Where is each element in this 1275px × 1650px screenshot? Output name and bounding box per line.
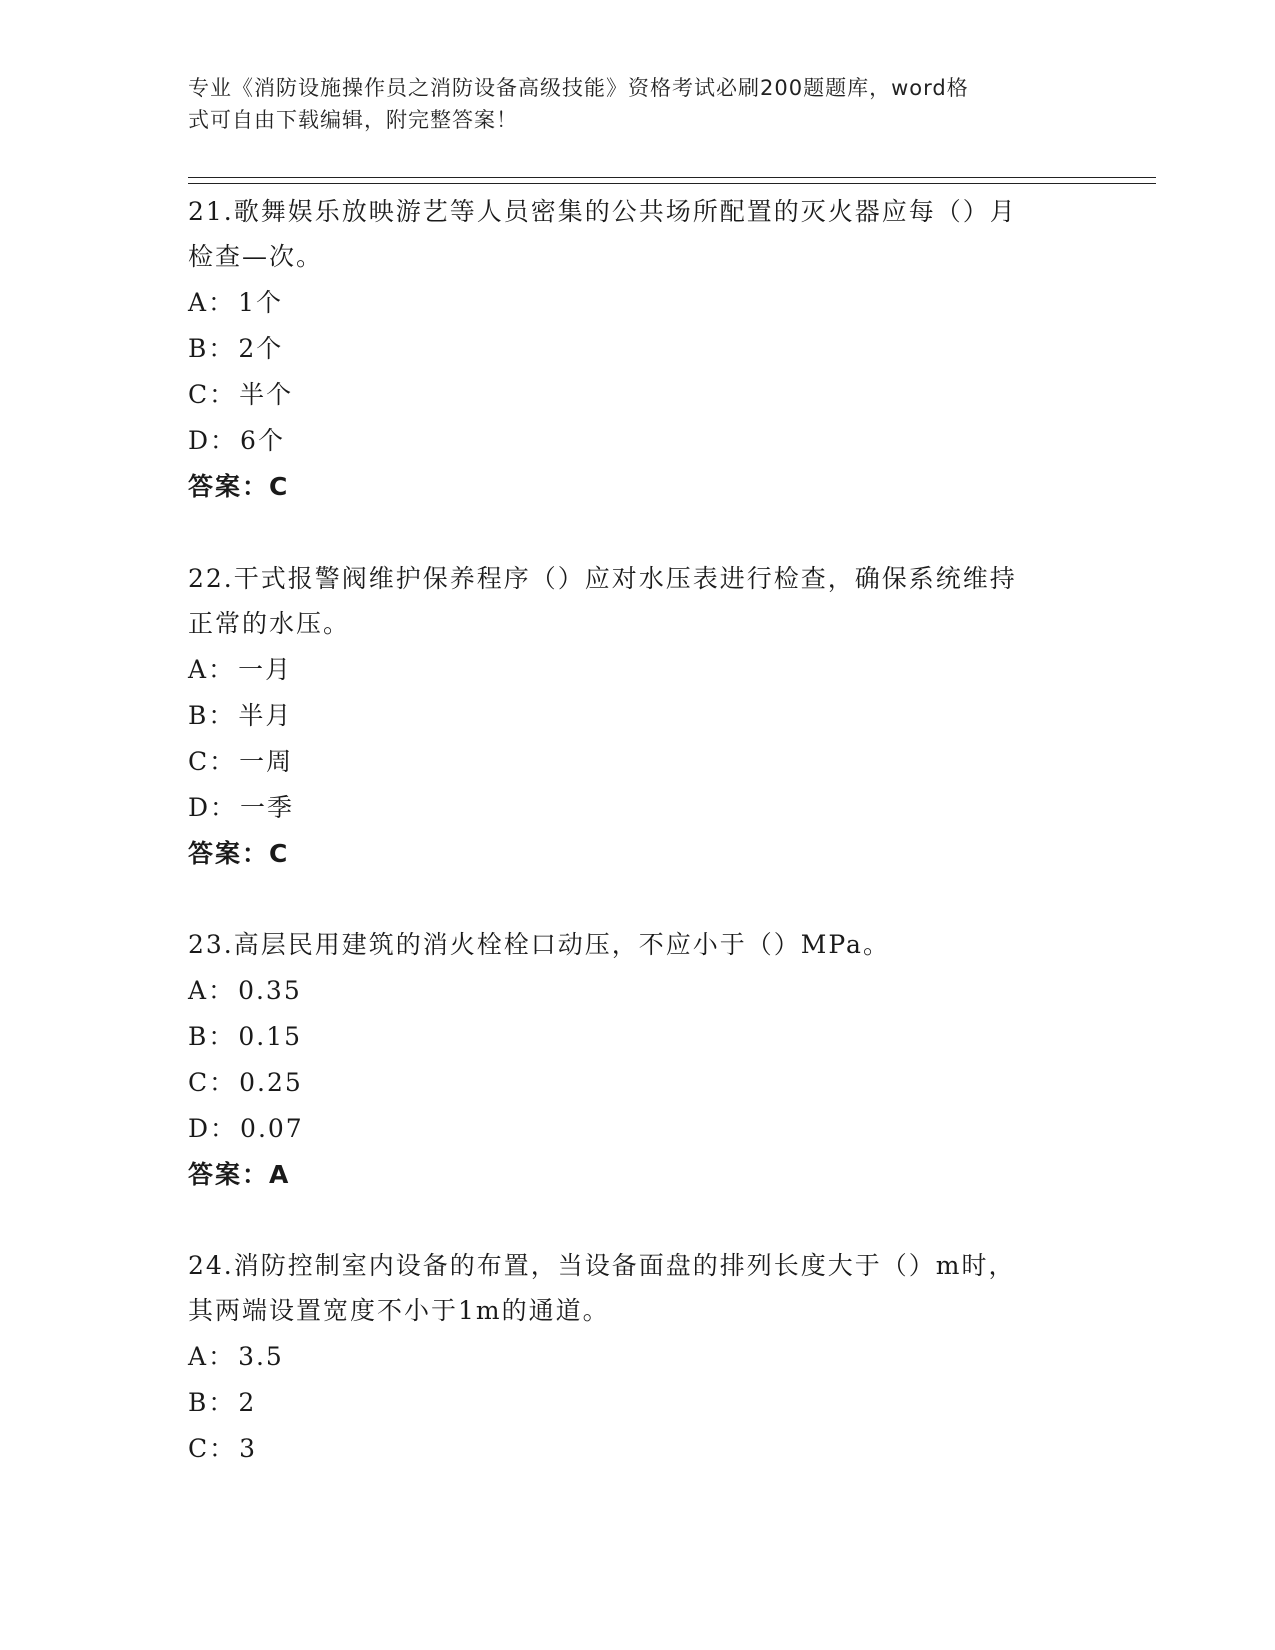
option-value: 3 xyxy=(239,1434,258,1463)
question-text-line: 24.消防控制室内设备的布置，当设备面盘的排列长度大于（）m时， xyxy=(188,1251,1016,1280)
document-header xyxy=(188,72,1068,136)
option-letter: A xyxy=(188,1342,209,1371)
option-a xyxy=(188,1334,1078,1380)
option-letter: A xyxy=(188,976,209,1005)
option-letter: B xyxy=(188,1388,209,1417)
question-text-line: 正常的水压。 xyxy=(188,609,351,638)
question-text xyxy=(188,189,1078,279)
question-text-line: 23.高层民用建筑的消火栓栓口动压，不应小于（）MPa。 xyxy=(188,930,890,959)
option-letter: A xyxy=(188,288,209,317)
option-separator: ： xyxy=(209,1068,237,1097)
header-line-2: 式可自由下载编辑，附完整答案！ xyxy=(188,108,518,132)
header-divider-bottom xyxy=(188,183,1156,184)
option-d xyxy=(188,418,1078,464)
option-c xyxy=(188,1426,1078,1472)
option-b xyxy=(188,693,1078,739)
option-letter: D xyxy=(188,426,211,455)
question-text-line: 21.歌舞娱乐放映游艺等人员密集的公共场所配置的灭火器应每（）月 xyxy=(188,197,1017,226)
option-letter: C xyxy=(188,1068,210,1097)
option-value: 1个 xyxy=(238,288,283,317)
question-text xyxy=(188,922,1078,967)
option-separator: ： xyxy=(210,426,238,455)
option-b xyxy=(188,326,1078,372)
question-text-line: 22.干式报警阀维护保养程序（）应对水压表进行检查，确保系统维持 xyxy=(188,564,1017,593)
option-d xyxy=(188,1106,1078,1152)
option-value: 半个 xyxy=(239,380,294,409)
option-d xyxy=(188,785,1078,831)
question-text xyxy=(188,1243,1078,1333)
option-separator: ： xyxy=(208,1388,236,1417)
option-value: 0.25 xyxy=(239,1068,303,1097)
option-letter: D xyxy=(188,793,211,822)
question-text-line: 其两端设置宽度不小于1m的通道。 xyxy=(188,1296,610,1325)
option-letter: B xyxy=(188,1022,209,1051)
option-separator: ： xyxy=(209,1434,237,1463)
option-separator: ： xyxy=(210,793,238,822)
option-value: 3.5 xyxy=(238,1342,284,1371)
option-value: 2 xyxy=(238,1388,257,1417)
option-c xyxy=(188,372,1078,418)
option-separator: ： xyxy=(208,976,236,1005)
question-23 xyxy=(188,922,1078,1198)
option-a xyxy=(188,968,1078,1014)
option-b xyxy=(188,1380,1078,1426)
option-separator: ： xyxy=(208,701,236,730)
question-24 xyxy=(188,1243,1078,1472)
option-c xyxy=(188,739,1078,785)
option-separator: ： xyxy=(208,334,236,363)
option-value: 0.15 xyxy=(238,1022,303,1051)
option-c xyxy=(188,1060,1078,1106)
option-a xyxy=(188,647,1078,693)
option-separator: ： xyxy=(208,1022,236,1051)
option-separator: ： xyxy=(208,655,236,684)
option-value: 0.35 xyxy=(238,976,302,1005)
option-letter: C xyxy=(188,747,210,776)
option-separator: ： xyxy=(209,380,237,409)
answer-label: 答案：C xyxy=(188,472,290,501)
option-separator: ： xyxy=(208,288,236,317)
option-letter: C xyxy=(188,380,210,409)
option-letter: B xyxy=(188,334,209,363)
option-a xyxy=(188,280,1078,326)
option-separator: ： xyxy=(209,747,237,776)
option-letter: C xyxy=(188,1434,210,1463)
question-text-line: 检查—次。 xyxy=(188,242,324,271)
question-text xyxy=(188,556,1078,646)
option-value: 一月 xyxy=(238,655,293,684)
option-value: 2个 xyxy=(238,334,284,363)
answer-label: 答案：A xyxy=(188,1160,291,1189)
answer-label: 答案：C xyxy=(188,839,290,868)
header-divider-top xyxy=(188,177,1156,178)
question-21 xyxy=(188,189,1078,510)
option-separator: ： xyxy=(208,1342,236,1371)
header-line-1: 专业《消防设施操作员之消防设备高级技能》资格考试必刷200题题库，word格 xyxy=(188,76,969,100)
option-letter: D xyxy=(188,1114,211,1143)
option-value: 一季 xyxy=(240,793,295,822)
option-letter: A xyxy=(188,655,209,684)
option-b xyxy=(188,1014,1078,1060)
option-separator: ： xyxy=(210,1114,238,1143)
option-value: 半月 xyxy=(238,701,293,730)
question-22 xyxy=(188,556,1078,877)
option-value: 0.07 xyxy=(240,1114,304,1143)
option-value: 6个 xyxy=(240,426,285,455)
option-value: 一周 xyxy=(239,747,294,776)
option-letter: B xyxy=(188,701,209,730)
